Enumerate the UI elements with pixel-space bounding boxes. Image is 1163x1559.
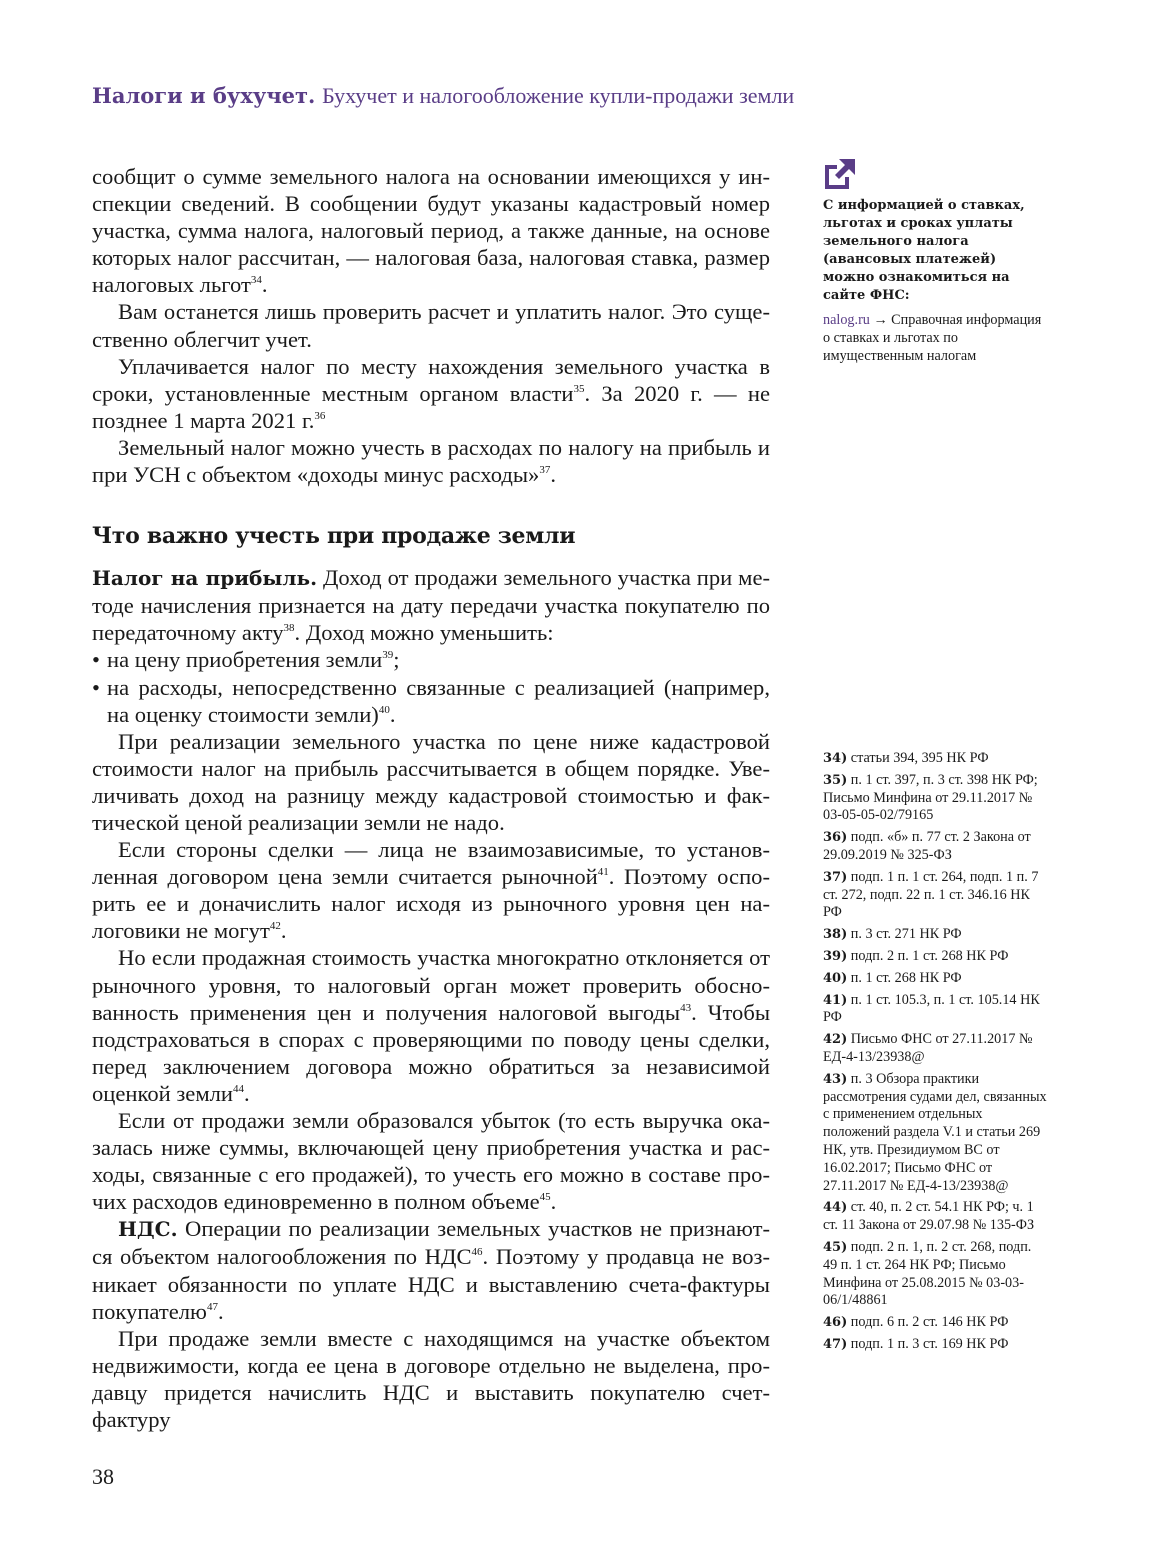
footnote-ref: 39 — [382, 649, 394, 662]
lead-term: Налог на прибыль. — [92, 566, 318, 591]
running-header — [92, 82, 1092, 110]
footnote: 47) подп. 1 п. 3 ст. 169 НК РФ — [823, 1335, 1009, 1352]
footnote-ref: 47 — [206, 1300, 218, 1313]
footnote: 43) п. 3 Обзора практики рассмотрения судами дел, связанных с применением отдельных положений раздела V.1 и статьи 269 НК, утв. Президиумом ВС от 16.02.2017; Письмо ФНС от 27.11.2017 № ЕД-4-13/23938@ — [823, 1070, 1047, 1194]
lead-term: НДС. — [118, 1217, 178, 1242]
footnote: 45) подп. 2 п. 1, п. 2 ст. 268, подп. 49 п. 1 ст. 264 НК РФ; Письмо Минфина от 25.08.2015 № 03-03-06/1/48861 — [823, 1238, 1032, 1309]
header-title: Бухучет и налогообложение купли-продажи земли — [322, 83, 795, 108]
footnote: 37) подп. 1 п. 1 ст. 264, подп. 1 п. 7 ст. 272, подп. 22 п. 1 ст. 346.16 НК РФ — [823, 868, 1039, 921]
paragraph: НДС. Операции по реализации земельных участков не признаются объектом налогообложения по НДС$^{46}$. Поэтому у продавца не возникает обязанности по уплате НДС и выставлению счета-фактуры покупателю$^{47}$. — [92, 1216, 771, 1324]
list-item: • на расходы, непосредственно связанные с реализацией (например, на оценку стоимости земли)$^{40}$. — [92, 674, 770, 728]
footnote-ref: 36 — [314, 409, 326, 422]
section-heading: Что важно учесть при продаже земли — [92, 523, 576, 550]
footnote: 41) п. 1 ст. 105.3, п. 1 ст. 105.14 НК РФ — [823, 991, 1040, 1026]
footnote-ref: 46 — [471, 1246, 483, 1259]
link-description: Справочная информация о ставках и льготах по имущественным налогам — [823, 312, 1042, 364]
external-link-icon — [823, 157, 857, 191]
footnote-ref: 45 — [539, 1191, 551, 1204]
footnote-ref: 34 — [250, 274, 262, 287]
paragraph: При реализации земельного участка по цене ниже кадастровой стоимости налог на прибыль рассчитывается в общем порядке. Увеличивать доход на разницу между кадастровой стоимостью и фактической ценой реализации земли не надо. — [92, 728, 770, 835]
footnotes — [823, 750, 1048, 1358]
arrow-icon: → — [873, 312, 888, 328]
page-number: 38 — [92, 1464, 114, 1489]
paragraph: Налог на прибыль. Доход от продажи земельного участка при методе начисления признается на дату передачи участка покупателю по передаточному акту$^{38}$. Доход можно уменьшить: — [92, 565, 771, 646]
nalog-link[interactable]: nalog.ru — [823, 312, 870, 328]
footnote: 42) Письмо ФНС от 27.11.2017 № ЕД-4-13/23938@ — [823, 1031, 1033, 1065]
header-section: Налоги и бухучет. — [92, 83, 316, 108]
footnote: 40) п. 1 ст. 268 НК РФ — [823, 969, 962, 986]
footnote: 34) статьи 394, 395 НК РФ — [823, 750, 989, 766]
sidebar-link-line — [823, 311, 1043, 365]
footnote-ref: 38 — [283, 622, 295, 635]
footnote-ref: 44 — [233, 1082, 244, 1095]
footnote: 35) п. 1 ст. 397, п. 3 ст. 398 НК РФ; Письмо Минфина от 29.11.2017 № 03-05-05-02/79165 — [823, 771, 1038, 824]
paragraph: Земельный налог можно учесть в расходах по налогу на прибыль и при УСН с объектом «доходы минус расходы»$^{37}$. — [92, 434, 770, 488]
sidebar-bold-text: С информацией о ставках, льготах и сроках уплаты земельного налога (авансовых платежей) можно ознакомиться на сайте ФНС: — [823, 198, 1025, 303]
footnote: 44) ст. 40, п. 2 ст. 54.1 НК РФ; ч. 1 ст. 11 Закона от 29.07.98 № 135-ФЗ — [823, 1199, 1035, 1234]
paragraph: Если стороны сделки — лица не взаимозависимые, то установленная договором цена земли считается рыночной$^{41}$. Поэтому оспорить ее и доначислить налог исходя из рыночного уровня цен налоговики не могут$^{42}$. — [92, 837, 770, 944]
paragraph: Уплачивается налог по месту нахождения земельного участка в сроки, установленные местным органом власти$^{35}$. За 2020 г. — не позднее 1 марта 2021 г.$^{36}$ — [92, 353, 770, 433]
footnote-ref: 42 — [269, 920, 281, 933]
footnote-ref: 35 — [573, 382, 585, 395]
footnote-ref: 43 — [680, 1001, 692, 1014]
footnote: 36) подп. «б» п. 77 ст. 2 Закона от 29.09.2019 № 325-ФЗ — [823, 829, 1031, 863]
paragraph: Но если продажная стоимость участка многократно отклоняется от рыночного уровня, то налоговый орган может проверить обоснованность применения цен и получения налоговой выгоды$^{43}$. Чтобы подстраховаться в спорах с проверяющими по поводу цены сделки, перед заключением договора можно обратиться за независимой оценкой земли$^{44}$. — [92, 945, 770, 1106]
list-item: • на цену приобретения земли$^{39}$; — [92, 646, 770, 673]
paragraph: При продаже земли вместе с находящимся на участке объектом недвижимости, когда ее цена в договоре отдельно не выделена, продавцу придется начислить НДС и выставить покупателю счет-фактуру — [92, 1325, 770, 1433]
footnote: 39) подп. 2 п. 1 ст. 268 НК РФ — [823, 947, 1009, 964]
sidebar-info — [823, 157, 1043, 365]
paragraph: Если от продажи земли образовался убыток (то есть выручка оказалась ниже суммы, включающей цену приобретения участка и расходы, связанные с его продажей), то учесть его можно в составе прочих расходов единовременно в полном объеме$^{45}$. — [92, 1108, 770, 1215]
paragraph: Вам останется лишь проверить расчет и уплатить налог. Это существенно облегчит учет. — [92, 299, 770, 352]
footnote: 46) подп. 6 п. 2 ст. 146 НК РФ — [823, 1314, 1009, 1331]
footnote-ref: 41 — [597, 866, 609, 879]
paragraph: сообщит о сумме земельного налога на основании имеющихся у инспекции сведений. В сообщении будут указаны кадастровый номер участка, сумма налога, налоговый период, а также данные, на основе которых налог рассчитан, — налоговая база, налоговая ставка, размер налоговых льгот$^{34}$. — [92, 164, 770, 298]
footnote: 38) п. 3 ст. 271 НК РФ — [823, 926, 962, 943]
footnote-ref: 40 — [378, 703, 390, 716]
main-text — [92, 163, 770, 1433]
bullet-list — [92, 646, 770, 727]
footnote-ref: 37 — [539, 464, 551, 477]
